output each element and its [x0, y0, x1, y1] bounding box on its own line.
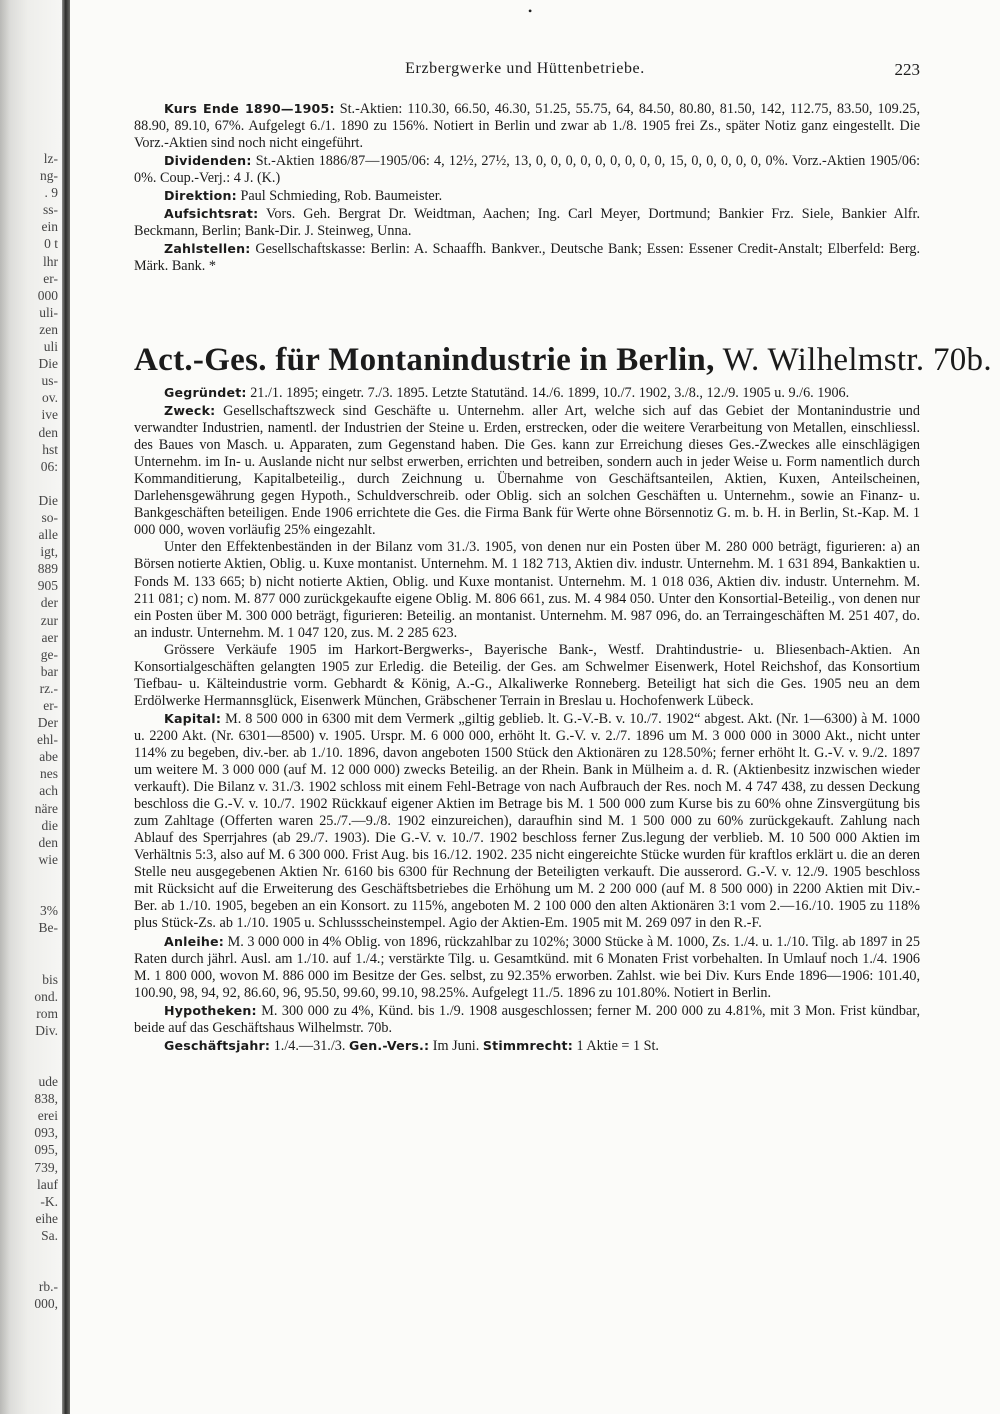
- margin-fragment: so-: [41, 509, 58, 525]
- margin-fragment: ehl-: [37, 732, 58, 748]
- left-margin-fragments: [2, 150, 58, 1312]
- margin-fragment: zen: [39, 321, 58, 337]
- dividenden-paragraph: [134, 152, 920, 187]
- margin-fragment: uli: [43, 339, 58, 355]
- margin-fragment: 06:: [40, 458, 58, 474]
- margin-fragment: ein: [41, 219, 58, 235]
- margin-fragment: -K.: [40, 1193, 58, 1209]
- margin-fragment: us-: [41, 373, 58, 389]
- margin-fragment: [2, 1261, 58, 1278]
- margin-fragment: erei: [37, 1108, 58, 1124]
- kapital-paragraph: [134, 710, 920, 933]
- margin-fragment: aer: [41, 629, 58, 645]
- running-header: [130, 60, 920, 82]
- page-number: 223: [894, 60, 920, 79]
- margin-fragment: lz-: [43, 151, 58, 166]
- margin-fragment: . 9: [44, 185, 58, 201]
- direktion-paragraph: [134, 187, 920, 205]
- company-name: Act.-Ges. für Montanindustrie in Berlin,: [134, 342, 715, 378]
- margin-fragment: zur: [40, 612, 58, 628]
- margin-fragment: 889: [37, 561, 58, 577]
- margin-fragment: 838,: [34, 1091, 58, 1107]
- margin-fragment: abe: [39, 749, 58, 765]
- margin-fragment: 000: [37, 287, 58, 303]
- dividenden-label: Dividenden:: [164, 153, 252, 169]
- margin-fragment: ng-: [40, 168, 58, 184]
- effekten-paragraph: Unter den Effektenbeständen in der Bilanz vom 31./3. 1905, von denen nur ein Posten über M. 280 000 beträgt, figurieren: a) an Börsen notierte Aktien, Oblig. u. Kuxe montanist. Unternehm. M. 1 182 713, Aktien div. industr. Unternehm. M. 1 631 894, Bankaktien u. Fonds M. 133 665; b) nicht notierte Aktien, Oblig. und Kuxe montanist. Unternehm. M. 1 018 036, Aktien div. industr. Unternehm. M. 211 081; c) nom. M. 877 000 zurückgekaufte eigene Oblig. M. 806 661, zus. M. 4 984 050. Unter den Konsortial-Beteilig., von denen nur ein Posten über M. 300 000 beträgt, figurieren: Beteilig. an montanist. Unternehm. M. 987 096, do. an Terraingeschäften M. 251 407, do. an industr. Unternehm. M. 1 047 120, zus. M. 2 285 623.: [134, 539, 920, 641]
- margin-fragment: näre: [34, 800, 58, 816]
- margin-fragment: Die: [38, 356, 58, 372]
- margin-fragment: Div.: [35, 1022, 58, 1038]
- margin-fragment: [2, 885, 58, 902]
- meta-paragraph: [134, 1037, 920, 1055]
- aufsichtsrat-text: Vors. Geh. Bergrat Dr. Weidtman, Aachen; Ing. Carl Meyer, Dortmund; Bankier Frz. Siele, Bankier Alfr. Beckmann, Berlin; Bank-Dir. J. Steinweg, Unna.: [134, 206, 921, 240]
- margin-fragment: hst: [42, 441, 58, 457]
- margin-fragment: [2, 953, 58, 970]
- gen-vers-text: Im Juni.: [432, 1037, 480, 1054]
- margin-fragment: er-: [43, 698, 58, 713]
- running-header-title: Erzbergwerke und Hüttenbetriebe.: [405, 60, 645, 77]
- hypotheken-paragraph: [134, 1002, 920, 1037]
- margin-fragment: alle: [38, 527, 58, 543]
- margin-fragment: ss-: [42, 202, 58, 218]
- margin-fragment: 093,: [34, 1125, 58, 1141]
- margin-fragment: [2, 868, 58, 885]
- zahlstellen-text: Gesellschaftskasse: Berlin: A. Schaaffh. Bankver., Deutsche Bank; Essen: Essener Credit-Anstalt; Elberfeld: Berg. Märk. Bank. *: [134, 241, 920, 275]
- geschaeftsjahr-label: Geschäftsjahr:: [164, 1037, 271, 1053]
- zahlstellen-paragraph: [134, 240, 920, 275]
- hypotheken-text: M. 300 000 zu 4%, Künd. bis 1./9. 1908 ausgeschlossen; ferner M. 200 000 zu 4.81%, mit 3 Mon. Frist kündbar, beide auf das Geschäftshaus Wilhelmstr. 70b.: [134, 1002, 920, 1036]
- margin-fragment: 905: [37, 578, 58, 594]
- gegruendet-label: Gegründet:: [164, 385, 247, 400]
- margin-fragment: [2, 936, 58, 953]
- margin-fragment: ive: [41, 407, 58, 423]
- hypotheken-label: Hypotheken:: [164, 1002, 257, 1018]
- margin-fragment: ond.: [34, 988, 58, 1004]
- verkaeufe-paragraph: Grössere Verkäufe 1905 im Harkort-Bergwerks-, Bayerische Bank-, Westf. Drahtindustrie- u. Bliesenbach-Aktien. An Konsortialgeschäften gelangten 1905 zur Erledig. die Beteilig. der Ges. am Schwelmer Eisenwerk, Hotel Reichshof, das Konsortium Tiefbau- u. Kälteindustrie vorm. Gebhardt & König, A.-G., Alkaliwerke Ronneberg. Beteiligt hat sich die Ges. 1905 neu an dem Erdölwerke Hermannsglück, Eisenwerk München, Gräbschener Terrain in Breslau u. Hochofenwerk Lübeck.: [134, 641, 920, 709]
- margin-fragment: rb.-: [38, 1279, 58, 1295]
- margin-fragment: [2, 475, 58, 492]
- margin-fragment: ge-: [40, 646, 58, 662]
- kapital-label: Kapital:: [164, 710, 222, 726]
- margin-fragment: 000,: [34, 1296, 58, 1312]
- previous-company-entry: [134, 100, 920, 275]
- margin-fragment: lhr: [43, 253, 58, 269]
- zweck-paragraph: [134, 402, 920, 539]
- anleihe-label: Anleihe:: [164, 933, 225, 949]
- margin-fragment: den: [38, 424, 58, 440]
- print-speck: •: [528, 4, 533, 18]
- margin-fragment: bar: [40, 663, 58, 679]
- margin-fragment: igt,: [40, 544, 58, 560]
- gen-vers-label: Gen.-Vers.:: [348, 1037, 430, 1053]
- company-heading: [134, 340, 992, 380]
- gegruendet-text: 21./1. 1895; eingetr. 7./3. 1895. Letzte Statutänd. 14./6. 1899, 10./7. 1902, 3./8., 12./9. 1905 u. 9./6. 1906.: [250, 385, 850, 401]
- margin-fragment: Be-: [38, 920, 58, 936]
- kurs-paragraph: [134, 100, 920, 152]
- margin-fragment: rom: [36, 1005, 58, 1021]
- margin-fragment: bis: [42, 971, 58, 987]
- company-entry: [134, 340, 992, 1055]
- margin-fragment: die: [41, 817, 58, 833]
- margin-fragment: Die: [38, 492, 58, 508]
- gegruendet-paragraph: [134, 384, 920, 402]
- direktion-text: Paul Schmieding, Rob. Baumeister.: [240, 188, 443, 205]
- stimmrecht-label: Stimmrecht:: [482, 1037, 573, 1053]
- aufsichtsrat-label: Aufsichtsrat:: [164, 206, 259, 222]
- kurs-text: St.-Aktien: 110.30, 66.50, 46.30, 51.25, 55.75, 64, 84.50, 80.80, 81.50, 142, 112.75, 83.50, 109.25, 88.90, 89.10, 67%. Aufgelegt 6./1. 1890 zu 156%. Notiert in Berlin und zwar ab 1./8. 1905 frei Zs., später Notiz ganz eingestellt. Die Vorz.-Aktien sind noch nicht eingeführt.: [134, 101, 921, 152]
- margin-fragment: Sa.: [41, 1227, 58, 1243]
- margin-fragment: ude: [38, 1074, 58, 1090]
- margin-fragment: Der: [37, 715, 58, 731]
- kapital-text: M. 8 500 000 in 6300 mit dem Vermerk „giltig geblieb. lt. G.-V.-B. v. 10./7. 1902“ abgest. Akt. (Nr. 1—6300) à M. 1000 u. 2200 Akt. (Nr. 6301—8500) v. 1905. Urspr. M. 6 000 000, erhöht lt. G.-V. v. 2./7. 1896 um M. 3 000 000 in 3000 Akt., nicht unter 114% zu begeben, div.-ber. ab 1./10. 1896, davon angeboten 1500 Stück den Aktionären zu 128.50%; ferner erhöht lt. G.-V. v. 9./2. 1897 um weitere M. 3 000 000 (auf M. 12 000 000) zwecks Beteilig. an der Rhein. Bank in Mülheim a. d. R. (Aktienbesitz inzwischen wieder verkauft). Die Bilanz v. 31./3. 1902 schloss mit einem Fehl-Betrage von nach Aufbrauch der Res. noch M. 4 747 438, zu dessen Deckung beschloss die G.-V. v. 10./7. 1902 Rückkauf eigener Aktien im Betrage bis M. 1 500 000 zum Kurse bis zu 60% ohne Zinsvergütung bis zum Zahltage (Offerten waren 25./7.—9./8. 1902 einzureichen), daraufhin sind M. 1 500 000 zu 60% zurückgekauft. Zahlung nach Ablauf des Sperrjahres (ab 29./7. 1903). Die G.-V. v. 10./7. 1902 beschloss ferner Zus.legung der verblieb. M. 10 500 000 Aktien im Verhältnis 5:3, also auf M. 6 300 000. Frist Aug. bis 16./12. 1902. 235 nicht eingereichte Stücke wurden für kraftlos erklärt u. die an deren Stelle neu ausgegebenen Aktien Nr. 6160 bis 6300 für Rechnung der Beteiligten verkauft. Die ausserord. G.-V. v. 12./9. 1905 beschloss mit Rücksicht auf die Erweiterung des Geschäftsbetriebes die Erhöhung um M. 2 200 000 (auf M. 8 500 000) in 2200 Aktien mit Div.-Ber. ab 1./10. 1905, begeben an ein Konsort. zu 115%, angeboten M. 2 100 000 den alten Aktionären 3:1 vom 2.—16./10. 1905 zu 118% plus Stück-Zs. ab 1./10. 1905 u. Schlussscheinstempel. Agio der Aktien-Em. 1905 mit M. 269 097 in den R.-F.: [134, 710, 920, 932]
- margin-fragment: den: [38, 834, 58, 850]
- direktion-label: Direktion:: [164, 188, 237, 204]
- margin-fragment: lauf: [37, 1176, 58, 1192]
- anleihe-paragraph: [134, 933, 920, 1002]
- margin-fragment: ov.: [42, 390, 58, 406]
- geschaeftsjahr-text: 1./4.—31./3.: [273, 1037, 346, 1054]
- zweck-label: Zweck:: [164, 403, 216, 419]
- margin-fragment: 739,: [34, 1159, 58, 1175]
- margin-fragment: nes: [40, 766, 58, 782]
- margin-fragment: [2, 1056, 58, 1073]
- book-spine: [62, 0, 70, 1414]
- aufsichtsrat-paragraph: [134, 205, 920, 240]
- margin-fragment: rz.-: [39, 680, 58, 696]
- margin-fragment: [2, 1244, 58, 1261]
- dividenden-text: St.-Aktien 1886/87—1905/06: 4, 12½, 27½, 13, 0, 0, 0, 0, 0, 0, 0, 0, 0, 15, 0, 0, 0, 0, 0, 0%. Vorz.-Aktien 1905/06: 0%. Coup.-Verj.: 4 J. (K.): [134, 153, 921, 187]
- margin-fragment: [2, 1039, 58, 1056]
- anleihe-text: M. 3 000 000 in 4% Oblig. von 1896, rückzahlbar zu 102%; 3000 Stücke à M. 1000, Zs. 1./4. u. 1./10. Tilg. ab 1897 in 25 Raten durch jährl. Ausl. am 1./10. auf 1./4.; verstärkte Tilg. u. Gesamtkünd. mit 6 Monaten Frist vorbehalten. In Umlauf noch 1./4. 1906 M. 1 800 000, wovon M. 886 000 im Besitze der Ges. selbst, zu 92.35% erworben. Zahlst. wie bei Div. Kurs Ende 1896—1906: 101.40, 100.90, 98, 94, 92, 86.60, 96, 95.50, 99.60, 99.10, 98.25%. Aufgelegt 11./5. 1896 zu 101.80%. Notiert in Berlin.: [134, 933, 920, 1001]
- margin-fragment: der: [40, 595, 58, 611]
- margin-fragment: uli-: [39, 304, 58, 320]
- kurs-label: Kurs Ende 1890—1905:: [164, 101, 335, 116]
- margin-fragment: ach: [39, 783, 58, 799]
- margin-fragment: 095,: [34, 1142, 58, 1158]
- margin-fragment: er-: [43, 270, 58, 286]
- zweck-text: Gesellschaftszweck sind Geschäfte u. Unternehm. aller Art, welche sich auf das Gebiet der Montanindustrie und verwandter Industrien, namentl. der Industrien der Steine u. Erden, erstrecken, oder die weitere Verarbeitung von Metallen, einschliessl. des Baues von Masch. u. Apparaten, zum Gegenstand haben. Die Ges. kann zur Erreichung dieses Ges.-Zweckes alle einschlägigen Unternehm. im In- u. Auslande nicht nur selbst erwerben, errichten und betreiben, sondern auch in jeder Weise u. Form namentlich durch Kommanditierung, Kapitalbeteilig., durch Zeichnung u. Übernahme von Geschäftsanteilen, Aktien, Kuxen, Anteilscheinen, Darlehensgewährung gegen Hypoth., Schuldverschreib. oder Oblig. sich an solchen Geschäften u. Unternehm., sowie an Finanz- u. Bankgeschäften beteiligen. Ende 1906 errichtete die Ges. die Firma Bank für Werte ohne Börsennotiz G. m. b. H. in Berlin, St.-Kap. M. 1 000 000, woven vorläufig 25% eingezahlt.: [134, 403, 920, 539]
- stimmrecht-text: 1 Aktie = 1 St.: [576, 1037, 659, 1054]
- margin-fragment: eihe: [35, 1210, 58, 1226]
- margin-fragment: 3%: [40, 903, 58, 919]
- company-address: W. Wilhelmstr. 70b.: [722, 342, 992, 378]
- margin-fragment: wie: [38, 851, 58, 867]
- margin-fragment: 0 t: [44, 236, 58, 252]
- zahlstellen-label: Zahlstellen:: [164, 241, 251, 257]
